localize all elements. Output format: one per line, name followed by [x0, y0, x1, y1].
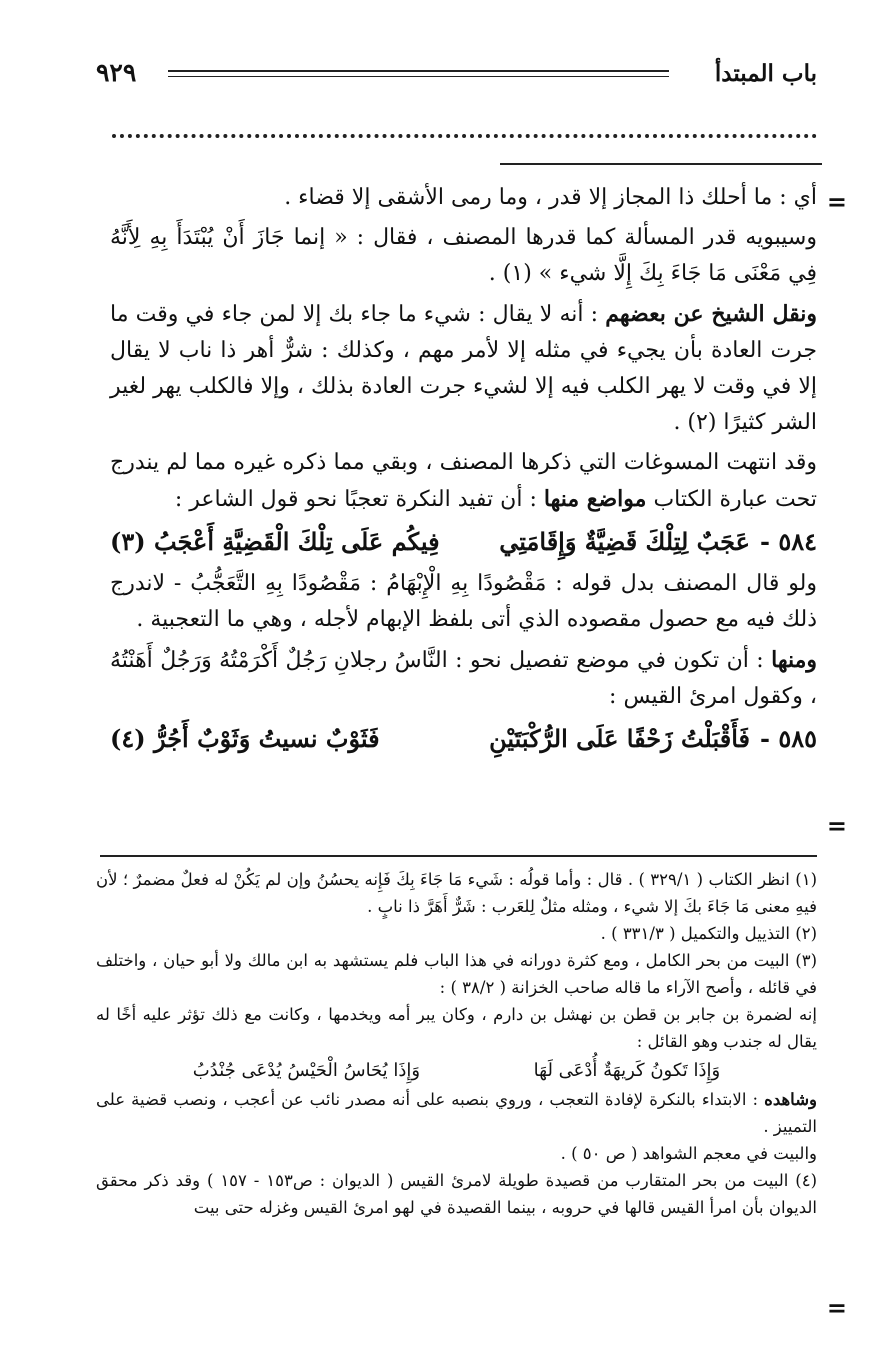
main-text — [110, 180, 817, 763]
bold-phrase: مواضع منها — [543, 486, 647, 512]
footnote-2: (٢) التذييل والتكميل ( ٣٣١/٣ ) . — [600, 924, 817, 943]
footnote-3-evidence — [96, 1086, 817, 1140]
footnote-text: : الابتداء بالنكرة لإفادة التعجب ، وروي بنصبه على أنه مصدر نائب عن أعجب ، ونصب قضية على التمييز . — [96, 1090, 817, 1136]
footnote-poem — [136, 1057, 777, 1084]
footnote-1: (١) انظر الكتاب ( ٣٢٩/١ ) . قال : وأما قولُه : شَيء مَا جَاءَ بِكَ فَإِنه يحسُنُ وإن لم يَكُنْ له فعلٌ مضمرٌ ؛ لأن فيهِ معنى مَا جَاءَ بكَ إلا شيء ، ومثله مثلٌ لِلعَرب : شَرٌّ أَهَرَّ ذا نابٍ . — [96, 870, 817, 916]
continuation-mark-top: = — [826, 188, 847, 216]
verse-second-hemistich: فَثَوْبٌ نسيتُ وَثَوْبٌ أَجُرُّ (٤) — [110, 724, 380, 753]
paragraph: أي : ما أحلك ذا المجاز إلا قدر ، وما رمى الأشقى إلا قضاء . — [284, 185, 817, 210]
verse-585 — [110, 721, 817, 757]
footnote-3: (٣) البيت من بحر الكامل ، ومع كثرة دورانه في هذا الباب فلم يستشهد به ابن مالك ولا أبو حيان ، واختلف في قائله ، وأصح الآراء ما قاله صاحب الخزانة ( ٣٨/٢ ) : — [96, 951, 817, 997]
verse-second-hemistich: فِيكُم عَلَى تِلْكَ الْقَضِيَّةِ أَعْجَبُ (٣) — [110, 527, 440, 556]
footnote-3-cont: إنه لضمرة بن جابر بن قطن بن نهشل بن دارم ، وكان يبر أمه ويخدمها ، وكانت مع ذلك تؤثر عليه أخًا له يقال له جندب وهو القائل : — [96, 1005, 817, 1051]
paragraph — [110, 296, 817, 441]
paragraph-text: : أنه لا يقال : شيء ما جاء بك إلا لمن جاء في وقت ما جرت العادة بأن يجيء في مثله إلا لأمر مهم ، وكذلك : شرٌّ أهر ذا ناب لا يقال إلا في وقت لا يهر الكلب فيه إلا لشيء جرت العادة بذلك ، وإلا فالكلب يهر لغير الشر كثيرًا (٢) . — [110, 302, 817, 435]
bold-lead: وشاهده — [764, 1090, 817, 1109]
paragraph — [110, 445, 817, 518]
footnotes-rule — [100, 855, 817, 857]
footnotes — [96, 866, 817, 1221]
page-number: ٩٢٩ — [96, 58, 137, 87]
bold-lead: ونقل الشيخ عن بعضهم — [605, 301, 818, 327]
footnote-3-ref: والبيت في معجم الشواهد ( ص ٥٠ ) . — [560, 1144, 817, 1163]
bold-lead: ومنها — [771, 647, 817, 673]
paragraph-text: وقد انتهت المسوغات التي ذكرها المصنف ، وبقي مما ذكره غيره مما لم يندرج تحت عبارة الكتاب — [110, 450, 817, 512]
continuation-mark-verse: = — [826, 812, 847, 840]
paragraph — [110, 642, 817, 715]
verse-text: عَجَبٌ لِتِلْكَ قَضِيَّةٌ وَإِقَامَتِي — [499, 527, 750, 556]
footnote-4: (٤) البيت من بحر المتقارب من قصيدة طويلة لامرئ القيس ( الديوان : ص١٥٣ - ١٥٧ ) وقد ذكر محقق الديوان بأن امرأ القيس قالها في حروبه ، بينما القصيدة في لهو امرئ القيس وغزله حتى بيت — [96, 1171, 817, 1217]
verse-number: ٥٨٤ - — [760, 527, 817, 556]
verse-584 — [110, 524, 817, 560]
poem-second-hemistich: وَإِذَا يُحَاسُ الْحَيْسُ يُدْعَى جُنْدُبُ — [192, 1060, 421, 1081]
paragraph: ولو قال المصنف بدل قوله : مَقْصُودًا بِهِ الْإِبْهَامُ : مَقْصُودًا بِهِ التَّعَجُّبُ - لاندرج ذلك فيه مع حصول مقصوده الذي أتى بلفظ الإبهام لأجله ، وهي ما التعجبية . — [110, 571, 817, 632]
verse-text: فَأَقْبَلْتُ زَحْفًا عَلَى الرُّكْبَتَيْنِ — [489, 724, 750, 753]
poem-first-hemistich: وَإِذَا تَكونُ كَريهَةٌ أُدْعَى لَهَا — [533, 1060, 721, 1081]
paragraph-text: : أن تفيد النكرة تعجبًا نحو قول الشاعر : — [174, 487, 537, 512]
paragraph: وسيبويه قدر المسألة كما قدرها المصنف ، فقال : « إنما جَازَ أَنْ يُبْتَدَأَ بِهِ لِأَنَّهُ فِي مَعْنَى مَا جَاءَ بِكَ إِلَّا شيء » (١) . — [110, 225, 817, 286]
verse-first-hemistich — [499, 524, 817, 560]
dotted-separator — [112, 134, 817, 138]
page-header — [96, 58, 817, 98]
verse-number: ٥٨٥ - — [760, 724, 817, 753]
running-title: باب المبتدأ — [714, 60, 817, 87]
paragraph-text: : أن تكون في موضع تفصيل نحو : النَّاسُ رجلانِ رَجُلٌ أَكْرَمْتُهُ وَرَجُلٌ أَهَنْتُهُ ، وكقول امرئ القيس : — [110, 648, 817, 709]
short-separator — [500, 163, 822, 165]
verse-first-hemistich — [489, 721, 817, 757]
continuation-mark-bottom: = — [826, 1294, 847, 1322]
header-rule — [168, 70, 669, 77]
